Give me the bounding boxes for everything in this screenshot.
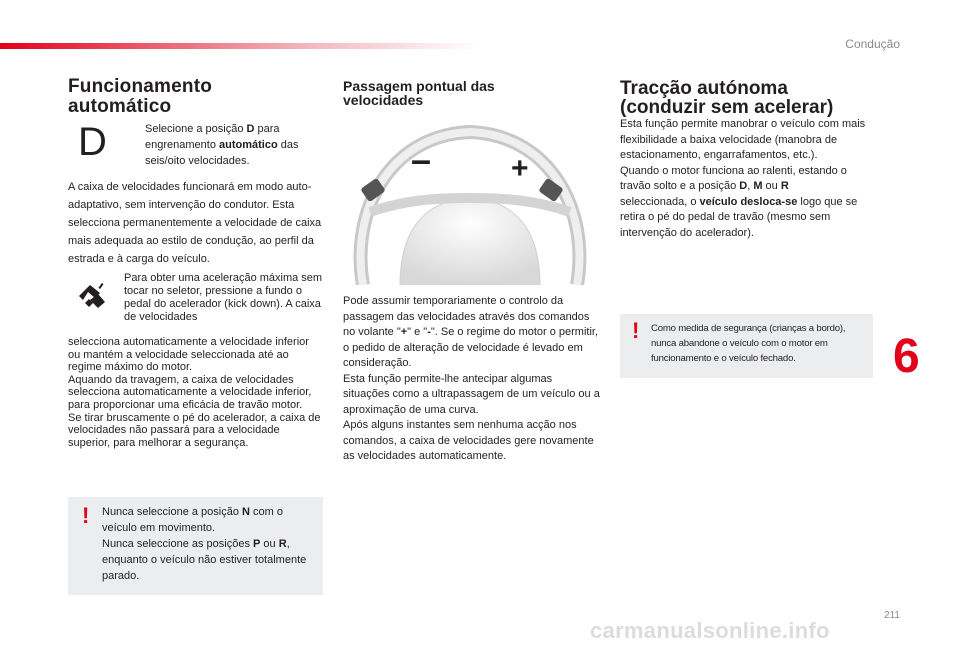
- paddle-plus-label: +: [511, 152, 529, 185]
- paragraph-adaptive-mode: A caixa de velocidades funcionará em modo auto-adaptativo, sem intervenção do condutor. Esta selecciona permanentemente a velocidade de caixa mais adequada ao estilo de condução, ao perfil da estrada e à carga do veículo.: [68, 181, 322, 265]
- warning-text-part: Nunca seleccione as posições: [102, 538, 254, 550]
- warning-exclamation-icon: !: [82, 503, 90, 528]
- title-passagem-pontual: [343, 79, 593, 107]
- bold-d: D: [739, 180, 748, 192]
- warning-text: Como medida de segurança (crianças a bordo), nunca abandone o veículo com o motor em funcionamento e o veículo fechado.: [651, 323, 846, 364]
- paragraph-part: logo que se retira o pé do pedal de travão (mesmo sem intervenção do acelerador).: [620, 195, 858, 239]
- header-accent-bar: [0, 43, 480, 49]
- paragraph-part: Esta função permite manobrar o veículo com mais flexibilidade a baixa velocidade (manobra de estacionamento, engarrafamentos, etc.). Quando o motor funciona ao ralenti, estando o travão solto e a posição: [620, 118, 866, 192]
- bold-plus: +: [400, 326, 408, 338]
- bold-m: M: [753, 180, 763, 192]
- bullet-bold-d: D: [246, 123, 255, 135]
- bold-minus: -: [427, 326, 431, 338]
- paragraph-part: Pode assumir temporariamente o controlo da passagem das velocidades através dos comandos no volante ": [343, 295, 590, 338]
- paragraph-part: ". Se o regime do motor o permitir, o pedido de alteração de velocidade é levado em consideração. Esta função permite-lhe antecipar algumas situações como a ultrapassagem de um veículo ou a aproximação de uma curva. Após alguns instantes sem nenhuma acção nos comandos, a caixa de velocidades gere novamente as velocidades automaticamente.: [343, 326, 600, 462]
- steering-wheel-hub: [400, 198, 540, 285]
- warning-text-part: , enquanto o veículo não estiver totalmente parado.: [102, 538, 307, 582]
- warning-exclamation-icon: !: [632, 318, 640, 343]
- bullet-text: [124, 121, 324, 169]
- warning-bold-r: R: [278, 538, 287, 550]
- title-funcionamento-automatico: [68, 77, 318, 117]
- warning-box-gear-positions: [68, 497, 323, 595]
- steering-wheel-paddles-illustration: [345, 120, 595, 285]
- kickdown-pedal-icon: [76, 278, 108, 310]
- title-line-2: (conduzir sem acelerar): [620, 97, 834, 118]
- warning-bold-n: N: [242, 506, 250, 518]
- title-line-1: Tracção autónoma: [620, 78, 788, 99]
- paragraph-creep-mode: [620, 117, 875, 241]
- warning-text-part: ou: [260, 538, 279, 550]
- warning-text-part: com o veículo em movimento.: [102, 506, 283, 534]
- paragraph-manual-shift: [343, 294, 601, 465]
- bullet-text-part: para engrenamento: [145, 123, 280, 151]
- bullet-bold-automatico: automático: [219, 139, 278, 151]
- bold-veiculo-desloca-se: veículo desloca-se: [699, 195, 798, 208]
- paragraph-part: seleccionada, o: [620, 195, 697, 208]
- title-line-1: Passagem pontual das: [343, 78, 495, 94]
- bullet-text-part: das seis/oito velocidades.: [145, 139, 299, 167]
- paragraph-kickdown: Para obter uma aceleração máxima sem tocar no seletor, pressione a fundo o pedal do acelerador (kick down). A caixa de velocidades: [124, 272, 323, 323]
- bold-r: R: [780, 180, 789, 192]
- warning-text-part: Nunca seleccione a posição: [102, 506, 243, 518]
- bullet-select-d: [124, 121, 324, 169]
- chapter-number: 6: [893, 330, 920, 383]
- section-header-title: Condução: [845, 37, 900, 51]
- watermark-logo: carmanualsonline.info: [590, 618, 830, 643]
- title-line-1: Funcionamento: [68, 76, 213, 97]
- paragraph-part: " e ": [407, 326, 428, 338]
- gear-d-letter: D: [78, 120, 107, 164]
- paragraph-part: ou: [762, 180, 781, 192]
- title-line-2: velocidades: [343, 92, 424, 108]
- paragraph-auto-selection: selecciona automaticamente a velocidade inferior ou mantém a velocidade seleccionada até ao regime máximo do motor. Aquando da travagem, a caixa de velocidades selecciona automaticamente a velocidade inferior, para proporcionar uma eficácia de travão motor. Se tirar bruscamente o pé do acelerador, a caixa de velocidades não passará para a velocidade superior, para melhorar a segurança.: [68, 336, 321, 449]
- page-number: 211: [884, 610, 900, 621]
- bullet-text-part: Selecione a posição: [145, 123, 247, 135]
- title-line-2: automático: [68, 96, 172, 117]
- warning-bold-p: P: [253, 538, 261, 550]
- warning-text: [102, 504, 312, 584]
- warning-box-children-safety: [620, 314, 873, 378]
- paragraph-part: ,: [747, 180, 754, 192]
- paddle-minus-label: –: [411, 139, 432, 180]
- title-traccao-autonoma: [620, 79, 880, 117]
